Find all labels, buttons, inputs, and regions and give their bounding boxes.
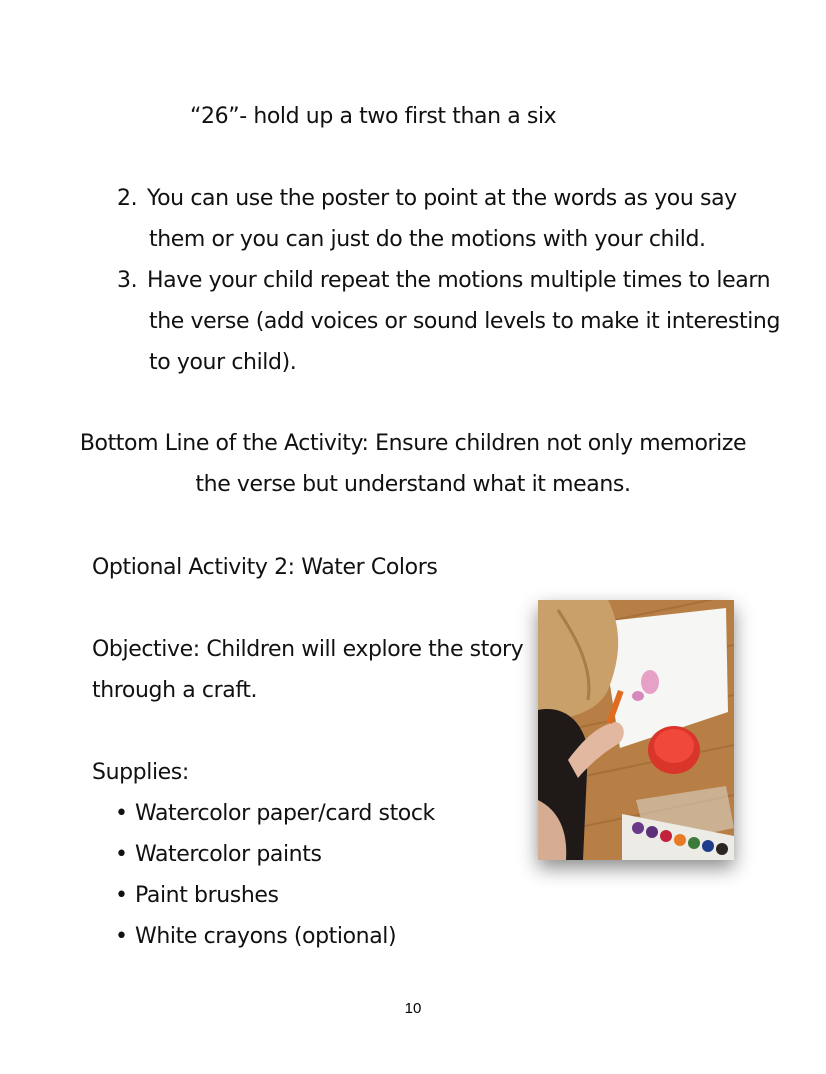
supply-item [115,875,279,916]
objective-line-1: Objective: Children will explore the story [92,637,524,662]
bullet-icon: • [115,801,128,826]
bottom-line-text-2: the verse but understand what it means. [195,472,631,497]
supply-item [115,916,396,957]
objective-line-2: through a craft. [92,678,258,703]
step-3-number: 3. [117,268,138,293]
paint-green [688,837,700,849]
supply-item-text: White crayons (optional) [135,924,397,949]
supply-item-text: Watercolor paints [135,842,322,867]
bullet-icon: • [115,924,128,949]
pink-paint-spot [632,691,644,701]
red-cup-rim [654,729,694,763]
paint-red [660,830,672,842]
step-3-line-3: to your child). [149,350,297,375]
paint-blue [702,840,714,852]
paint-orange [674,834,686,846]
step-3-text-1: Have your child repeat the motions multiple times to learn [147,268,771,293]
page-number: 10 [404,1000,422,1017]
paint-purple [632,822,644,834]
pink-paint [641,670,659,694]
bullet-icon: • [115,883,128,908]
supply-item-text: Paint brushes [135,883,279,908]
step-2-number: 2. [117,186,138,211]
watercolor-activity-photo [538,600,734,860]
supply-item-text: Watercolor paper/card stock [135,801,435,826]
step-2-line-2: them or you can just do the motions with your child. [149,227,706,252]
supply-item [115,834,322,875]
paint-black [716,843,728,855]
activity-title: Optional Activity 2: Water Colors [92,555,438,580]
step-2-text-1: You can use the poster to point at the words as you say [147,186,737,211]
intro-line: “26”- hold up a two first than a six [190,104,557,129]
step-3-line-1 [117,260,770,301]
supply-item [115,793,435,834]
paint-violet [646,826,658,838]
bullet-icon: • [115,842,128,867]
step-3-line-2: the verse (add voices or sound levels to make it interesting [149,309,781,334]
bottom-line-text-1: Bottom Line of the Activity: Ensure children not only memorize [79,431,747,456]
supplies-heading: Supplies: [92,760,189,785]
photo-illustration [538,600,734,860]
step-2-line-1 [117,178,737,219]
